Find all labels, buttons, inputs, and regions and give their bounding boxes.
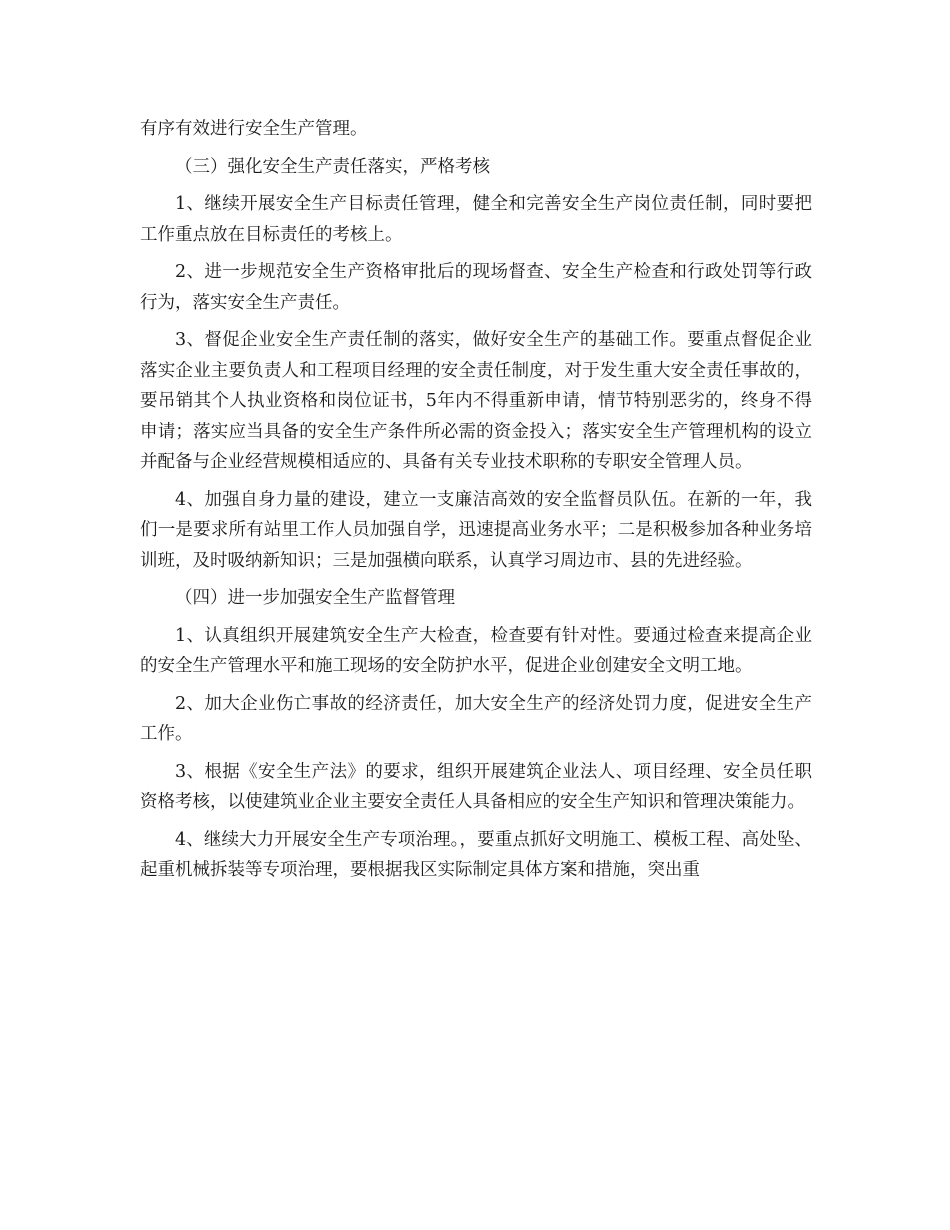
paragraph: 4、继续大力开展安全生产专项治理。，要重点抓好文明施工、模板工程、高处坠、起重机械拆装等专项治理，要根据我区实际制定具体方案和措施，突出重 bbox=[140, 829, 812, 880]
section-heading-4: （四）进一步加强安全生产监督管理 bbox=[175, 588, 455, 608]
paragraph: 1、认真组织开展建筑安全生产大检查，检查要有针对性。要通过检查来提高企业的安全生产管理水平和施工现场的安全防护水平，促进企业创建安全文明工地。 bbox=[140, 625, 812, 676]
paragraph: 2、加大企业伤亡事故的经济责任，加大安全生产的经济处罚力度，促进安全生产工作。 bbox=[140, 693, 812, 744]
paragraph: 4、加强自身力量的建设，建立一支廉洁高效的安全监督员队伍。在新的一年，我们一是要求所有站里工作人员加强自学，迅速提高业务水平；二是积极参加各种业务培训班，及时吸纳新知识；三是加强横向联系，认真学习周边市、县的先进经验。 bbox=[140, 489, 812, 571]
paragraph: 2、进一步规范安全生产资格审批后的现场督查、安全生产检查和行政处罚等行政行为，落实安全生产责任。 bbox=[140, 262, 812, 313]
paragraph: 1、继续开展安全生产目标责任管理，健全和完善安全生产岗位责任制，同时要把工作重点放在目标责任的考核上。 bbox=[140, 194, 812, 245]
paragraph: 3、根据《安全生产法》的要求，组织开展建筑企业法人、项目经理、安全员任职资格考核，以使建筑业企业主要安全责任人具备相应的安全生产知识和管理决策能力。 bbox=[140, 761, 812, 812]
section-heading-3: （三）强化安全生产责任落实，严格考核 bbox=[175, 156, 490, 177]
paragraph-continued: 有序有效进行安全生产管理。 bbox=[140, 119, 368, 139]
document-body bbox=[140, 114, 812, 893]
paragraph: 3、督促企业安全生产责任制的落实，做好安全生产的基础工作。要重点督促企业落实企业主要负责人和工程项目经理的安全责任制度，对于发生重大安全责任事故的，要吊销其个人执业资格和岗位证书，5年内不得重新申请，情节特别恶劣的，终身不得申请；落实应当具备的安全生产条件所必需的资金投入；落实安全生产管理机构的设立并配备与企业经营规模相适应的、具备有关专业技术职称的专职安全管理人员。 bbox=[140, 330, 812, 472]
